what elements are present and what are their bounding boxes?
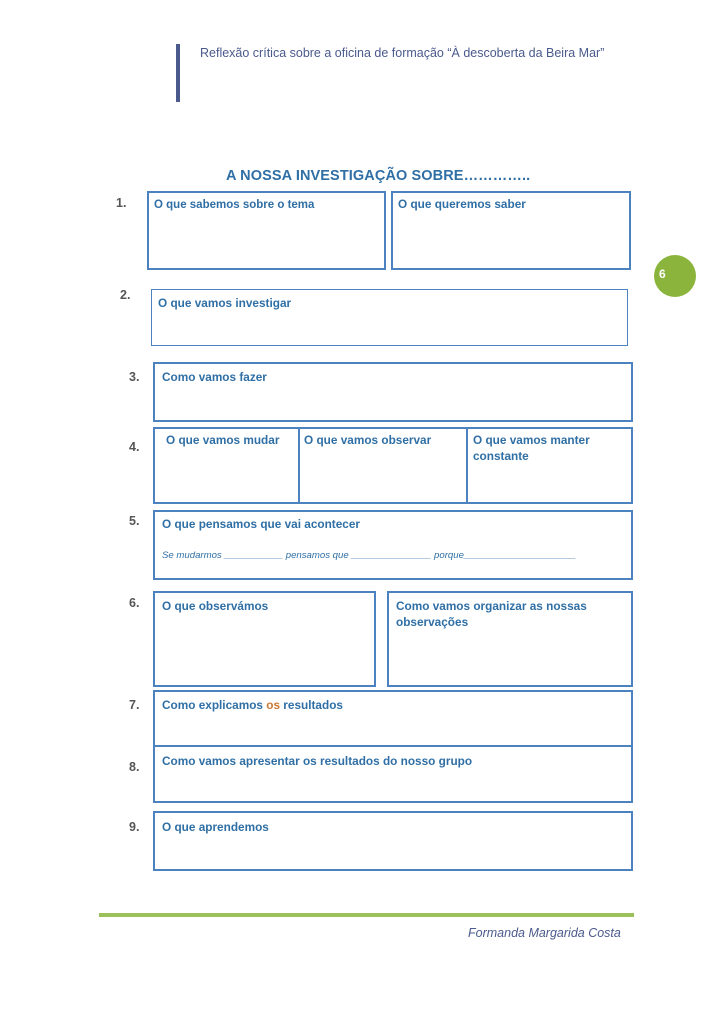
document-title: A NOSSA INVESTIGAÇÃO SOBRE………….. — [226, 168, 531, 184]
known-about-topic-box[interactable] — [147, 191, 386, 270]
explain-results-label-part2: os — [266, 698, 281, 712]
section-number-4: 4. — [129, 440, 140, 454]
how-to-do-box[interactable] — [153, 362, 633, 422]
section-number-5: 5. — [129, 514, 140, 528]
organize-observations-box[interactable] — [387, 591, 633, 687]
section-number-3: 3. — [129, 370, 140, 384]
change-variable-label: O que vamos mudar — [166, 433, 280, 447]
page-number: 6 — [659, 267, 666, 281]
explain-results-label-part3: resultados — [280, 698, 343, 712]
section-number-9: 9. — [129, 820, 140, 834]
observed-label: O que observámos — [162, 599, 269, 613]
section-number-8: 8. — [129, 760, 140, 774]
present-results-box[interactable] — [153, 745, 633, 803]
investigate-box[interactable] — [151, 289, 628, 346]
header-accent-bar — [176, 44, 180, 102]
observed-box[interactable] — [153, 591, 376, 687]
footer-author: Formanda Margarida Costa — [468, 926, 621, 940]
section-number-2: 2. — [120, 288, 131, 302]
section-number-1: 1. — [116, 196, 127, 210]
page-number-badge — [654, 255, 696, 297]
present-results-label: Como vamos apresentar os resultados do nosso grupo — [162, 754, 473, 768]
section-number-7: 7. — [129, 698, 140, 712]
investigate-label: O que vamos investigar — [158, 296, 292, 310]
known-about-topic-label: O que sabemos sobre o tema — [154, 199, 315, 211]
want-to-know-label: O que queremos saber — [398, 197, 526, 211]
want-to-know-box[interactable] — [391, 191, 631, 270]
explain-results-label-part1: Como explicamos — [162, 698, 267, 712]
explain-results-label — [162, 697, 343, 713]
learned-label: O que aprendemos — [162, 820, 269, 834]
hypothesis-label: O que pensamos que vai acontecer — [162, 517, 360, 531]
hypothesis-box[interactable] — [153, 510, 633, 580]
header-title: Reflexão crítica sobre a oficina de formação “À descoberta da Beira Mar” — [200, 46, 605, 60]
organize-observations-label: Como vamos organizar as nossas observações — [396, 599, 587, 629]
observe-variable-label: O que vamos observar — [304, 433, 432, 447]
change-variable-box[interactable] — [153, 427, 300, 504]
section-number-6: 6. — [129, 596, 140, 610]
observe-variable-box[interactable] — [298, 427, 468, 504]
hypothesis-template: Se mudarmos ___________ pensamos que _______________ porque_____________________ — [162, 550, 576, 561]
explain-results-box[interactable] — [153, 690, 633, 747]
learned-box[interactable] — [153, 811, 633, 871]
constant-variable-box[interactable] — [466, 427, 633, 504]
footer-divider — [99, 913, 634, 917]
constant-variable-label: O que vamos manter constante — [473, 433, 590, 463]
how-to-do-label: Como vamos fazer — [162, 370, 267, 384]
